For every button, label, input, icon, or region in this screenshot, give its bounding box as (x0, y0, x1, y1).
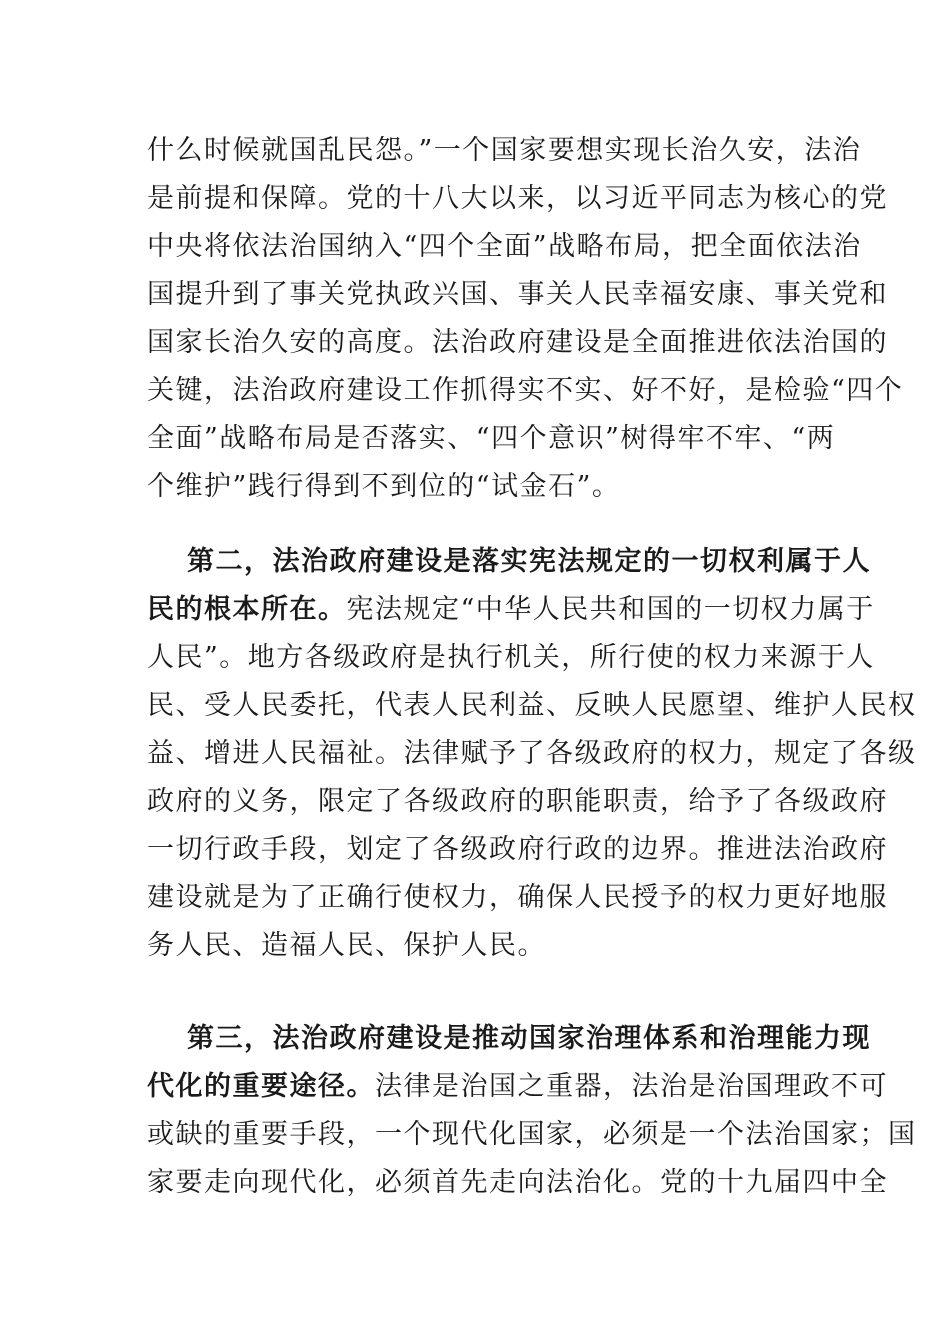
paragraph-line: 什么时候就国乱民怨。”一个国家要想实现长治久安，法治 (147, 135, 862, 166)
paragraph-lead-line (147, 1015, 871, 1063)
paragraph-line: 政府的义务，限定了各级政府的职能职责，给予了各级政府 (147, 786, 888, 817)
paragraph-3 (147, 1015, 917, 1207)
paragraph-line: 民、受人民委托，代表人民利益、反映人民愿望、维护人民权 (147, 690, 917, 721)
paragraph-lead: 第三，法治政府建设是推动国家治理体系和治理能力现 (187, 1023, 871, 1054)
paragraph-line: 益、增进人民福祉。法律赋予了各级政府的权力，规定了各级 (147, 738, 917, 769)
paragraph-line: 中央将依法治国纳入“四个全面”战略布局，把全面依法治 (147, 231, 862, 262)
paragraph-lead: 第二，法治政府建设是落实宪法规定的一切权利属于人 (187, 546, 871, 577)
paragraph-lead-tail: 代化的重要途径。 (147, 1071, 375, 1102)
paragraph-text: 法律是治国之重器，法治是治国理政不可 (375, 1071, 888, 1102)
paragraph-line: 个维护”践行得到不到位的“试金石”。 (147, 471, 621, 502)
paragraph-line: 人民”。地方各级政府是执行机关，所行使的权力来源于人 (147, 642, 875, 673)
paragraph-line: 关键，法治政府建设工作抓得实不实、好不好，是检验“四个 (147, 375, 904, 406)
paragraph-line: 务人民、造福人民、保护人民。 (147, 930, 546, 961)
paragraph-line: 是前提和保障。党的十八大以来，以习近平同志为核心的党 (147, 183, 888, 214)
paragraph-line (147, 1063, 888, 1111)
paragraph-line: 家要走向现代化，必须首先走向法治化。党的十九届四中全 (147, 1167, 888, 1198)
paragraph-text: 宪法规定“中华人民共和国的一切权力属于 (346, 594, 875, 625)
paragraph-line: 全面”战略布局是否落实、“四个意识”树得牢不牢、“两 (147, 423, 836, 454)
paragraph-line (147, 586, 875, 634)
paragraph-line: 国家长治久安的高度。法治政府建设是全面推进依法治国的 (147, 327, 888, 358)
paragraph-line: 一切行政手段，划定了各级政府行政的边界。推进法治政府 (147, 834, 888, 865)
paragraph-line: 建设就是为了正确行使权力，确保人民授予的权力更好地服 (147, 882, 888, 913)
paragraph-2 (147, 538, 917, 970)
paragraph-lead-line (147, 538, 871, 586)
paragraph-1 (147, 127, 904, 511)
paragraph-lead-tail: 民的根本所在。 (147, 594, 347, 625)
paragraph-line: 或缺的重要手段，一个现代化国家，必须是一个法治国家；国 (147, 1119, 917, 1150)
paragraph-line: 国提升到了事关党执政兴国、事关人民幸福安康、事关党和 (147, 279, 888, 310)
